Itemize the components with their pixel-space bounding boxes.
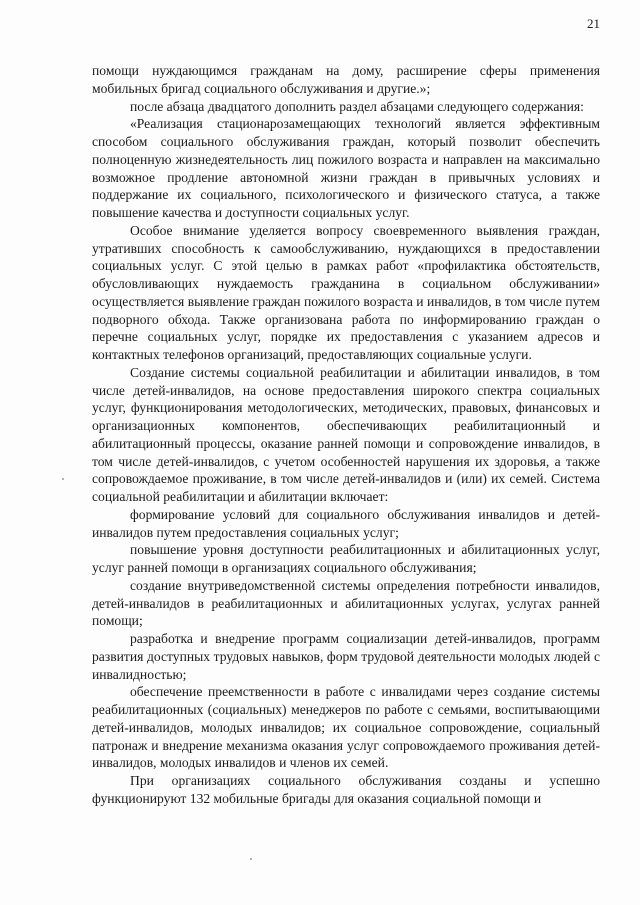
list-item-continuity: обеспечение преемственности в работе с инвалидами через создание системы реабилитационных (социальных) менеджеров по работе с семьями, воспитывающими детей-инвалидов, молодых инвалидов; их социальное сопровождение, социальный патронаж и внедрение механизма оказания услуг сопровождаемого проживания детей-инвалидов, молодых инвалидов и членов их семей.: [92, 684, 600, 771]
list-item-conditions: формирование условий для социального обслуживания инвалидов и детей-инвалидов путем предоставления социальных услуг;: [92, 506, 600, 540]
scan-speck: [62, 478, 64, 480]
body-text: [92, 62, 600, 808]
list-item-socialization-programs: разработка и внедрение программ социализации детей-инвалидов, программ развития доступных трудовых навыков, форм трудовой деятельности молодых людей с инвалидностью;: [92, 631, 600, 682]
page-number: 21: [587, 16, 600, 31]
paragraph-continuation: помощи нуждающимся гражданам на дому, расширение сферы применения мобильных бригад социального обслуживания и другие.»;: [92, 63, 600, 96]
scan-speck: [250, 858, 252, 860]
paragraph-rehabilitation-system: Создание системы социальной реабилитации и абилитации инвалидов, в том числе детей-инвалидов, на основе предоставления широкого спектра социальных услуг, функционирования методологических, методических, правовых, финансовых и организационных компонентов, обеспечивающих реабилитационный и абилитационный процессы, оказание ранней помощи и сопровождение инвалидов, в том числе детей-инвалидов, с учетом особенностей нарушения их здоровья, а также сопровождаемое проживание, в том числе детей-инвалидов и (или) их семей. Система социальной реабилитации и абилитации включает:: [92, 364, 600, 504]
list-item-accessibility: повышение уровня доступности реабилитационных и абилитационных услуг, услуг ранней помощи в организациях социального обслуживания;: [92, 542, 600, 575]
paragraph-identification: Особое внимание уделяется вопросу своевременного выявления граждан, утративших способность к самообслуживанию, нуждающихся в предоставлении социальных услуг. С этой целью в рамках работ «профилактика обстоятельств, обусловливающих нуждаемость гражданина в социальном обслуживании» осуществляется выявление граждан пожилого возраста и инвалидов, в том числе путем подворного обхода. Также организована работа по информированию граждан о перечне социальных услуг, порядке их предоставления с указанием адресов и контактных телефонов организаций, предоставляющих социальные услуги.: [92, 222, 600, 362]
paragraph-stationary-technologies: «Реализация стационарозамещающих технологий является эффективным способом социального обслуживания граждан, который позволит обеспечить полноценную жизнедеятельность лиц пожилого возраста и направлен на максимально возможное продление автономной жизни граждан в привычных условиях и поддержание их социального, психологического и физического статуса, а также повышение качества и доступности социальных услуг.: [92, 116, 600, 220]
paragraph-amendment-intro: после абзаца двадцатого дополнить раздел абзацами следующего содержания:: [130, 98, 584, 114]
paragraph-mobile-brigades: При организациях социального обслуживания созданы и успешно функционируют 132 мобильные бригады для оказания социальной помощи и: [92, 773, 600, 806]
list-item-needs-system: создание внутриведомственной системы определения потребности инвалидов, детей-инвалидов в реабилитационных и абилитационных услугах, услугах ранней помощи;: [92, 577, 600, 629]
